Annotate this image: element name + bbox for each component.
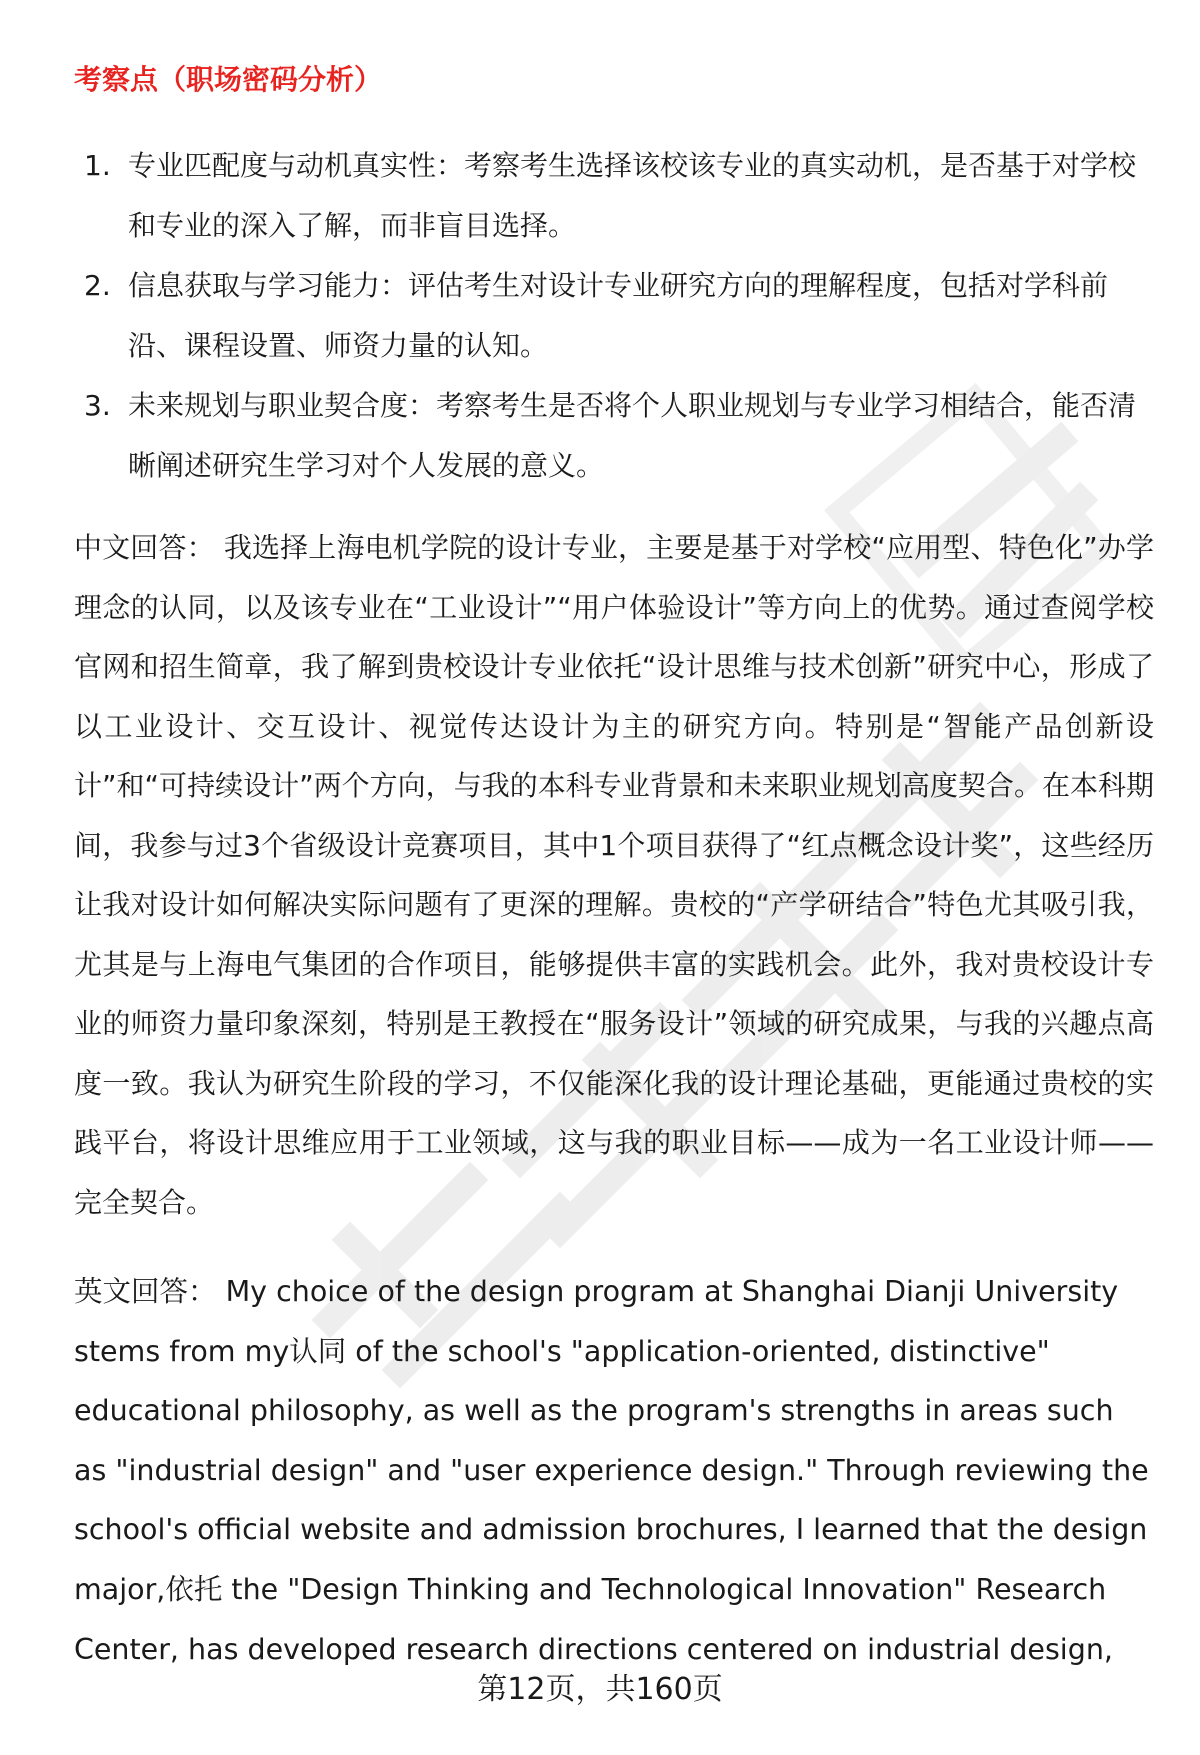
chinese-answer-paragraph xyxy=(74,518,1154,1232)
list-item-text: 专业匹配度与动机真实性：考察考生选择该校该专业的真实动机，是否基于对学校和专业的深入了解，而非盲目选择。 xyxy=(128,149,1137,242)
list-item-number: 2. xyxy=(84,269,111,302)
chinese-answer-label: 中文回答： xyxy=(74,531,215,564)
list-item xyxy=(74,256,1154,376)
list-item-number: 1. xyxy=(84,149,111,182)
section-heading: 考察点（职场密码分析） xyxy=(74,63,383,96)
english-answer-paragraph xyxy=(74,1262,1154,1679)
list-item-text: 未来规划与职业契合度：考察考生是否将个人职业规划与专业学习相结合，能否清晰阐述研究生学习对个人发展的意义。 xyxy=(128,389,1137,482)
english-answer-text: My choice of the design program at Shanghai Dianji University stems from my认同 of the school's "application-oriented, distinctive" educational philosophy, as well as the program's strengths in areas such as "industrial design" and "user experience design." Through reviewing the school's official website and admission brochures, I learned that the design major,依托 the "Design Thinking and Technological Innovation" Research Center, has developed research directions centered on industrial design, xyxy=(74,1275,1149,1666)
list-item-number: 3. xyxy=(84,389,111,422)
chinese-answer-text: 我选择上海电机学院的设计专业，主要是基于对学校“应用型、特色化”办学理念的认同，以及该专业在“工业设计”“用户体验设计”等方向上的优势。通过查阅学校官网和招生简章，我了解到贵校设计专业依托“设计思维与技术创新”研究中心，形成了以工业设计、交互设计、视觉传达设计为主的研究方向。特别是“智能产品创新设计”和“可持续设计”两个方向，与我的本科专业背景和未来职业规划高度契合。在本科期间，我参与过3个省级设计竞赛项目，其中1个项目获得了“红点概念设计奖”，这些经历让我对设计如何解决实际问题有了更深的理解。贵校的“产学研结合”特色尤其吸引我，尤其是与上海电气集团的合作项目，能够提供丰富的实践机会。此外，我对贵校设计专业的师资力量印象深刻，特别是王教授在“服务设计”领域的研究成果，与我的兴趣点高度一致。我认为研究生阶段的学习，不仅能深化我的设计理论基础，更能通过贵校的实践平台，将设计思维应用于工业领域，这与我的职业目标——成为一名工业设计师——完全契合。 xyxy=(74,531,1154,1219)
list-item xyxy=(74,376,1154,496)
list-item xyxy=(74,136,1154,256)
list-item-text: 信息获取与学习能力：评估考生对设计专业研究方向的理解程度，包括对学科前沿、课程设置、师资力量的认知。 xyxy=(128,269,1109,362)
page-number-footer: 第12页，共160页 xyxy=(477,1672,723,1707)
assessment-points-list xyxy=(74,136,1154,496)
english-answer-label: 英文回答： xyxy=(74,1275,217,1308)
